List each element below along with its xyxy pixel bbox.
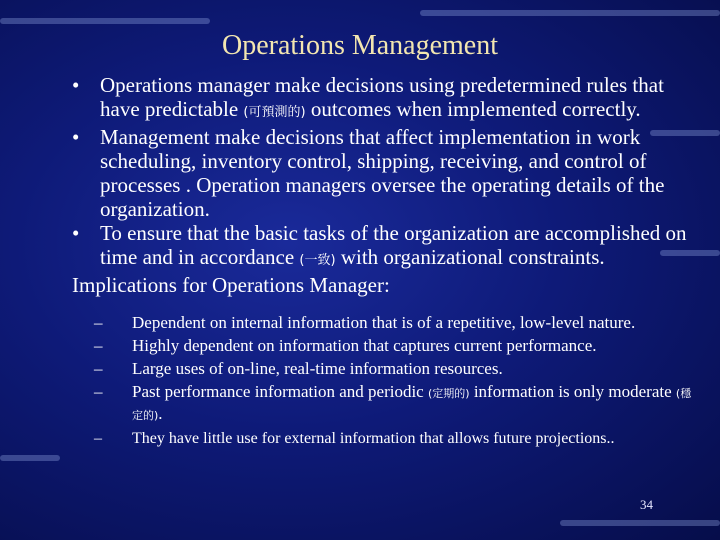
bullet-item — [72, 125, 692, 221]
slide-body — [72, 73, 692, 452]
bullet-cjk-note: (可預測的) — [243, 105, 306, 120]
dash-marker: – — [94, 382, 103, 401]
sub-bullet-text: Dependent on internal information that is of a repetitive, low-level nature. — [132, 313, 636, 332]
bullet-text: outcomes when implemented correctly. — [305, 97, 641, 121]
bullet-text: Management make decisions that affect implementation in work scheduling, inventory control, shipping, receiving, and control of processes . Operation managers oversee the operating details of the organization. — [100, 125, 665, 221]
sub-bullet-item — [94, 359, 692, 379]
bullet-cjk-note: (一致) — [299, 253, 336, 268]
dash-marker: – — [94, 313, 103, 332]
sub-bullet-list — [94, 313, 692, 449]
bullet-text: Operations manager make decisions using predetermined rules that have predictable — [100, 73, 664, 121]
sub-bullet-text: They have little use for external information that allows future projections.. — [132, 430, 615, 447]
sub-bullet-cjk-note: (定期的) — [427, 387, 470, 400]
sub-bullet-text: Large uses of on-line, real-time information resources. — [132, 359, 503, 378]
bullet-marker: • — [72, 73, 80, 97]
dash-marker: – — [94, 430, 102, 447]
sub-bullet-text: Past performance information and periodic — [132, 382, 428, 401]
sub-bullet-item — [94, 382, 692, 426]
sub-bullet-text: information is only moderate — [469, 382, 676, 401]
dash-marker: – — [94, 359, 103, 378]
sub-bullet-text: . — [158, 404, 163, 423]
dash-marker: – — [94, 336, 103, 355]
bullet-item — [72, 221, 692, 273]
sub-bullet-cjk-note: (穩定的) — [132, 387, 692, 422]
sub-bullet-item — [94, 313, 692, 333]
sub-bullet-text: Highly dependent on information that captures current performance. — [132, 336, 597, 355]
sub-bullet-item — [94, 336, 692, 356]
page-number: 34 — [640, 497, 653, 512]
slide-title: Operations Management — [221, 30, 499, 61]
bullet-marker: • — [72, 125, 80, 149]
background-streak — [420, 10, 720, 16]
background-streak — [560, 520, 720, 526]
bullet-text: To ensure that the basic tasks of the organization are accomplished on time and in accordance — [100, 221, 687, 269]
background-streak — [0, 455, 60, 461]
bullet-item — [72, 73, 692, 125]
bullet-text: with organizational constraints. — [335, 245, 605, 269]
implications-heading: Implications for Operations Manager: — [72, 273, 390, 297]
bullet-marker: • — [72, 221, 80, 245]
sub-bullet-item — [94, 429, 692, 449]
background-streak — [0, 18, 210, 24]
